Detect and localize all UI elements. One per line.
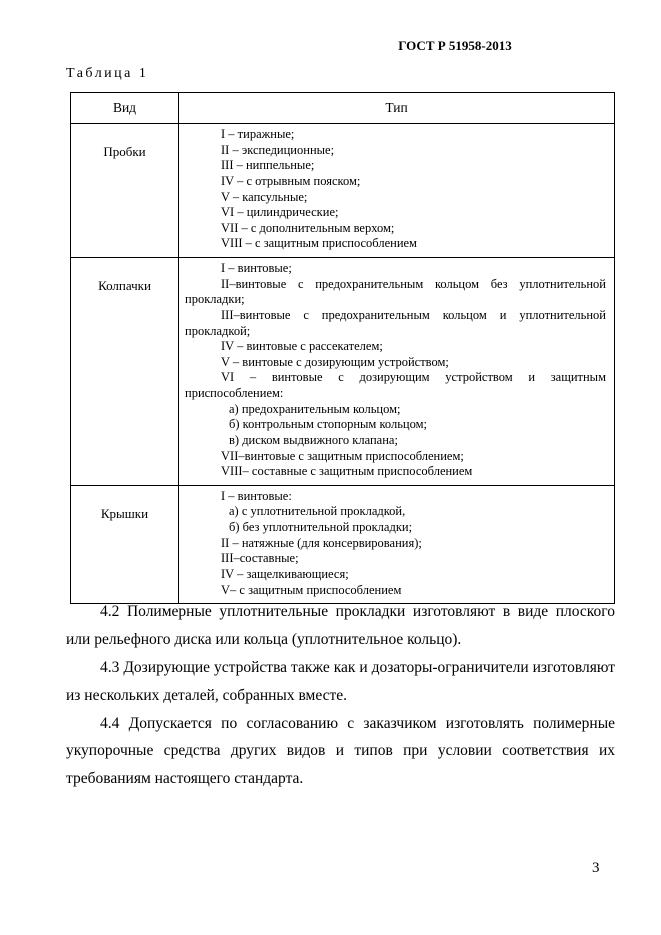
tip-line: III–винтовые с предохранительным кольцом и уплотнительной прокладкой; (185, 307, 606, 338)
vid-cell-probki: Пробки (71, 124, 179, 258)
tip-line: VI – цилиндрические; (221, 205, 339, 220)
column-header-tip: Тип (179, 93, 615, 124)
doc-number: ГОСТ Р 51958-2013 (398, 38, 512, 53)
paragraph-4-4: 4.4 Допускается по согласованию с заказчиком изготовлять полимерные укупорочные средства других видов и типов при условии соответствия их требованиям настоящего стандарта. (66, 714, 615, 788)
tip-line: V – винтовые с дозирующим устройством; (221, 354, 449, 369)
paragraph-4-3: 4.3 Дозирующие устройства также как и дозаторы-ограничители изготовляют из нескольких деталей, собранных вместе. (66, 658, 615, 704)
tip-line: II – натяжные (для консервирования); (221, 535, 422, 550)
table-row-kryshki (71, 485, 615, 603)
tip-line: I – тиражные; (221, 127, 295, 141)
body-text (66, 598, 615, 793)
tip-line: V– с защитным приспособлением (221, 582, 402, 597)
tip-line: V – капсульные; (221, 189, 308, 204)
tip-cell-kolpachki (179, 258, 615, 486)
tip-line: II–винтовые с предохранительным кольцом без уплотнительной прокладки; (185, 276, 606, 307)
table-row-probki (71, 124, 615, 258)
tip-line: III–составные; (221, 551, 299, 566)
table-1 (70, 92, 615, 604)
paragraph-4-2: 4.2 Полимерные уплотнительные прокладки изготовляют в виде плоского или рельефного диска или кольца (уплотнительное кольцо). (66, 603, 615, 648)
tip-line: IV – винтовые с рассекателем; (221, 339, 383, 354)
tip-line: IV – с отрывным пояском; (221, 173, 361, 188)
tip-line: IV – защелкивающиеся; (221, 566, 349, 581)
table-caption: Таблица 1 (66, 66, 149, 81)
tip-line: VII–винтовые с защитным приспособлением; (221, 448, 464, 463)
tip-line: VII – с дополнительным верхом; (221, 220, 395, 235)
tip-subline: б) контрольным стопорным кольцом; (229, 417, 427, 432)
tip-subline: а) предохранительным кольцом; (229, 401, 401, 416)
page-number: 3 (592, 860, 600, 876)
tip-cell-kryshki (179, 485, 615, 603)
tip-line: II – экспедиционные; (221, 142, 335, 157)
tip-line: VIII – с защитным приспособлением (221, 236, 417, 251)
tip-line: I – винтовые; (221, 261, 292, 275)
table-row-kolpachki (71, 258, 615, 486)
tip-line: III – ниппельные; (221, 158, 315, 173)
vid-cell-kolpachki: Колпачки (71, 258, 179, 486)
tip-subline: в) диском выдвижного клапана; (229, 432, 398, 447)
tip-subline: б) без уплотнительной прокладки; (229, 520, 413, 534)
table-header-row (71, 93, 615, 124)
vid-cell-kryshki: Крышки (71, 485, 179, 603)
tip-cell-probki (179, 124, 615, 258)
tip-line: VI – винтовые с дозирующим устройством и защитным приспособлением: (185, 370, 606, 400)
tip-line: I – винтовые: (221, 488, 292, 503)
tip-subline: а) с уплотнительной прокладкой, (229, 504, 406, 519)
column-header-vid: Вид (71, 93, 179, 124)
tip-line: VIII– составные с защитным приспособлением (221, 464, 473, 479)
